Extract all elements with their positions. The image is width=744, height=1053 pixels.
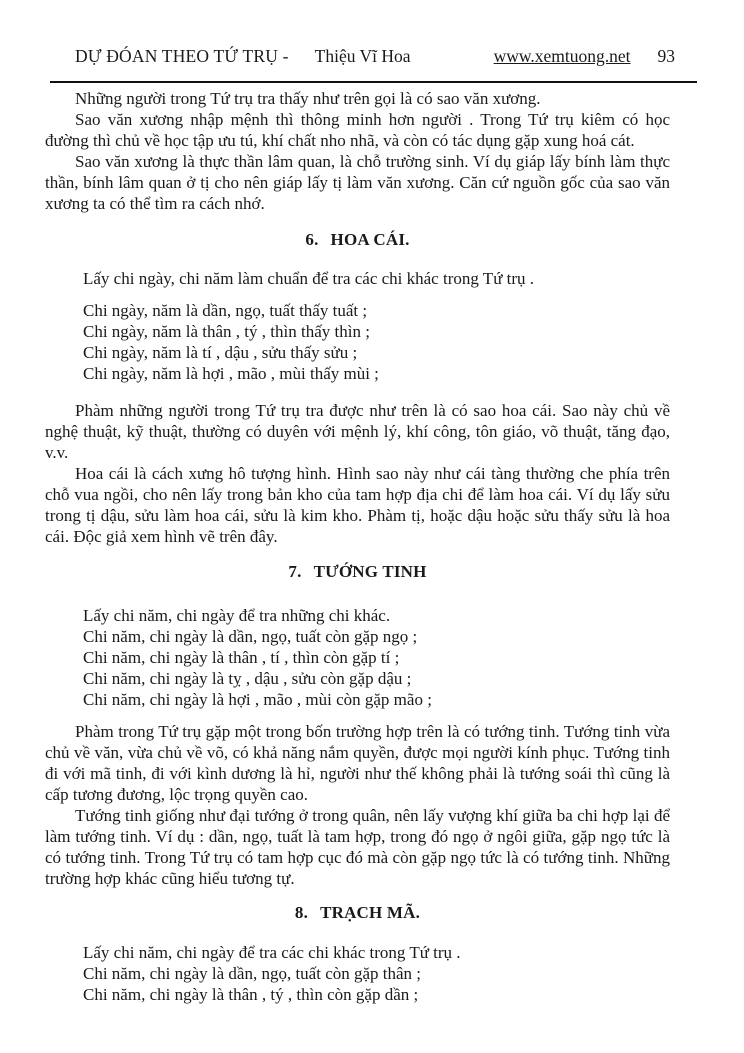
intro-paragraph: Sao văn xương là thực thần lâm quan, là chỗ trường sinh. Ví dụ giáp lấy bính làm thực thần, bính lâm quan ở tị cho nên giáp lấy tị làm văn xương. Căn cứ nguồn gốc của sao văn xương ta có thể tìm ra cách nhớ. [45,152,670,213]
page-number: 93 [657,46,675,66]
section-lead: Lấy chi năm, chi ngày để tra những chi khác. [83,606,391,625]
verse-block [45,963,670,1005]
section-paragraph: Phàm những người trong Tứ trụ tra được như trên là có sao hoa cái. Sao này chủ về nghệ thuật, kỹ thuật, thường có duyên với mệnh lý, khí công, tôn giáo, võ thuật, tăng đạo, v.v. [45,401,670,462]
section-heading-trach-ma [45,902,670,923]
verse-line: Chi năm, chi ngày là thân , tí , thìn còn gặp tí ; [83,648,400,667]
verse-block [45,626,670,710]
header-rule [50,81,697,83]
verse-line: Chi năm, chi ngày là thân , tý , thìn còn gặp dần ; [83,985,419,1004]
section-number: 8. [294,903,309,922]
verse-line: Chi ngày, năm là hợi , mão , mùi thấy mùi ; [83,364,379,383]
section-paragraph: Phàm trong Tứ trụ gặp một trong bốn trường hợp trên là có tướng tinh. Tướng tinh vừa chủ về văn, vừa chủ về võ, có khả năng nắm quyền, được mọi người kính phục. Tướng tinh đi với mã tinh, đi với kình dương là hỉ, người như thế không phải là tướng soái thì cũng là cấp tương đương, lộc trọng quyền cao. [45,722,670,804]
verse-line: Chi năm, chi ngày là dần, ngọ, tuất còn gặp thân ; [83,964,422,983]
section-lead: Lấy chi năm, chi ngày để tra các chi khác trong Tứ trụ . [83,943,461,962]
verse-line: Chi năm, chi ngày là tỵ , dậu , sửu còn gặp dậu ; [83,669,412,688]
section-paragraph: Tướng tinh giống như đại tướng ở trong quân, nên lấy vượng khí giữa ba chi hợp lại để làm tướng tinh. Ví dụ : dần, ngọ, tuất là tam hợp, trong đó ngọ ở ngôi giữa, gặp ngọ tức là có tướng tinh. Trong Tứ trụ có tam hợp cục đó mà còn gặp ngọ tức là có tướng tinh. Những trường hợp khác cũng hiểu tương tự. [45,806,670,888]
section-number: 6. [305,230,319,249]
section-number: 7. [288,562,302,581]
section-lead: Lấy chi ngày, chi năm làm chuẩn để tra các chi khác trong Tứ trụ . [83,269,535,288]
website-link: www.xemtuong.net [493,46,631,66]
section-heading-tuong-tinh [45,561,670,582]
author-name: Thiệu Vĩ Hoa [314,46,411,66]
section-title: TRẠCH MÃ. [320,903,421,922]
section-title: HOA CÁI. [330,230,410,249]
section-paragraph: Hoa cái là cách xưng hô tượng hình. Hình sao này như cái tàng thường che phía trên chỗ vua ngồi, cho nên lấy trong bản kho của tam hợp địa chi để làm hoa cái. Ví dụ lấy sửu trong tị dậu, sửu làm hoa cái, sửu là kim kho. Phàm tị, hoặc dậu hoặc sửu thấy sửu là hoa cái. Độc giả xem hình vẽ trên đây. [45,464,670,546]
section-heading-hoa-cai [45,229,670,250]
verse-line: Chi năm, chi ngày là dần, ngọ, tuất còn gặp ngọ ; [83,627,418,646]
page-header [75,46,675,67]
verse-line: Chi ngày, năm là dần, ngọ, tuất thấy tuất ; [83,301,368,320]
verse-line: Chi ngày, năm là thân , tý , thìn thấy thìn ; [83,322,370,341]
verse-line: Chi ngày, năm là tí , dậu , sửu thấy sửu ; [83,343,358,362]
page-body [45,88,670,1005]
intro-paragraph: Sao văn xương nhập mệnh thì thông minh hơn người . Trong Tứ trụ kiêm có học đường thì chủ về học tập ưu tú, khí chất nho nhã, và còn có tác dụng gặp xung hoá cát. [45,110,670,150]
verse-line: Chi năm, chi ngày là hợi , mão , mùi còn gặp mão ; [83,690,432,709]
book-title: DỰ ĐÓAN THEO TỨ TRỤ - [75,46,289,66]
intro-paragraph: Những người trong Tứ trụ tra thấy như trên gọi là có sao văn xương. [75,89,541,108]
section-title: TƯỚNG TINH [313,562,427,581]
verse-block [45,300,670,384]
